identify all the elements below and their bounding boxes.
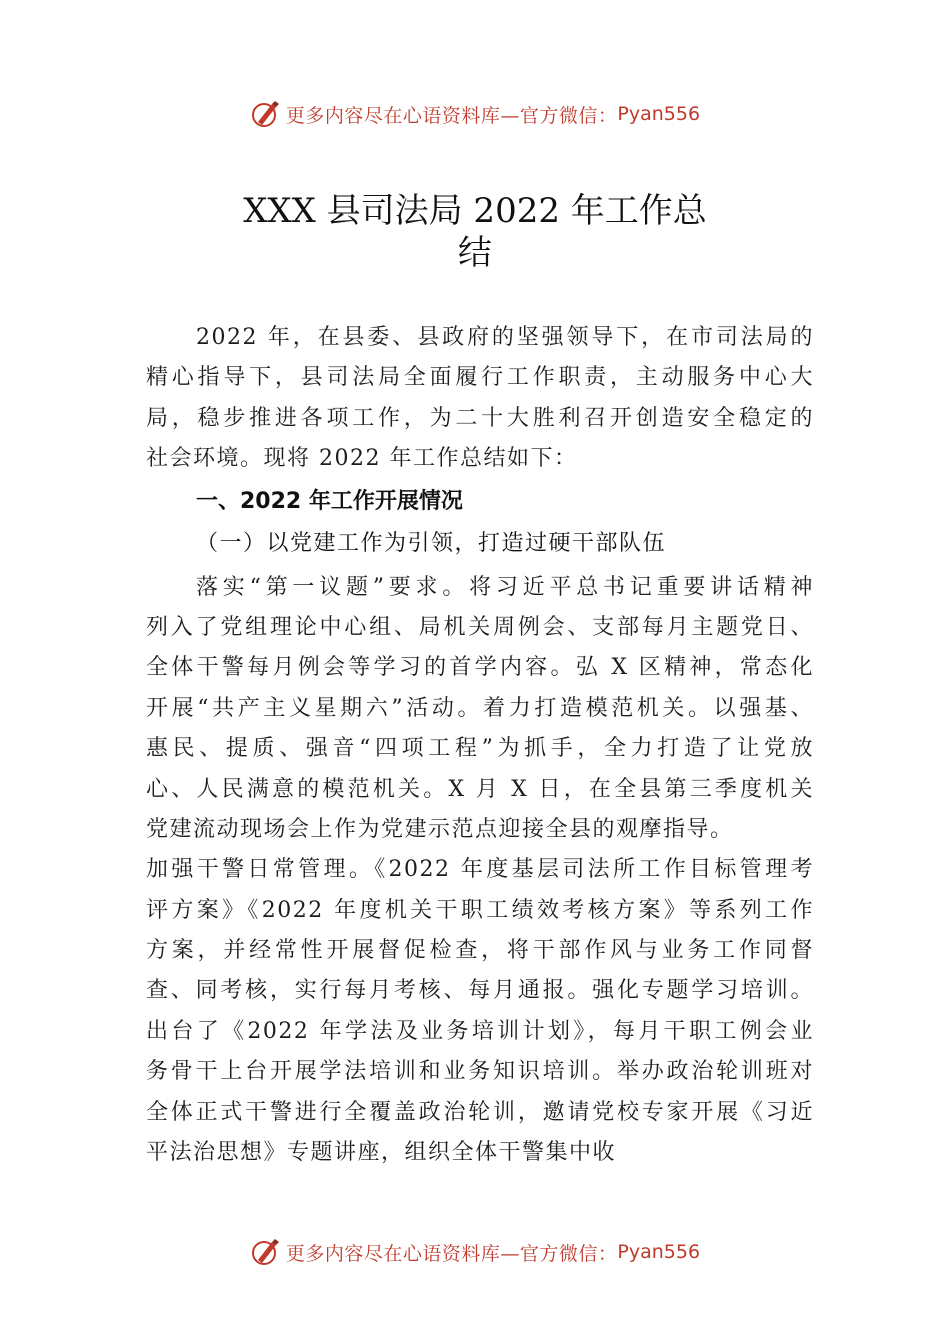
text-line: 加强干警日常管理。《2022 年度基层司法所工作目标管理考 [146,857,814,883]
text-line: 社会环境。现将 2022 年工作总结如下： [146,446,578,472]
text-line: 局，稳步推进各项工作，为二十大胜利召开创造安全稳定的 [146,405,814,431]
banner-text: 更多内容尽在心语资料库—官方微信： [285,1242,618,1265]
footer-banner [0,1232,950,1272]
text-line: 惠民、提质、强音“四项工程”为抓手，全力打造了让党放 [146,736,814,762]
banner-wechat-id: Pyan556 [617,103,701,125]
subsection-heading: （一）以党建工作为引领，打造过硬干部队伍 [196,530,667,556]
title-line-1: XXX 县司法局 2022 年工作总 [243,191,707,231]
text-line: 全体干警每月例会等学习的首学内容。弘 X 区精神，常态化 [146,655,814,681]
text-line: 2022 年，在县委、县政府的坚强领导下，在市司法局的 [196,325,814,350]
text-line: 出台了《2022 年学法及业务培训计划》，每月干职工例会业 [146,1018,814,1044]
text-line: 开展“共产主义星期六”活动。着力打造模范机关。以强基、 [146,695,814,721]
document-title [0,190,950,274]
text-line: 列入了党组理论中心组、局机关周例会、支部每月主题党日、 [146,614,814,640]
section-heading: 一、2022 年工作开展情况 [196,488,463,514]
text-line: 平法治思想》专题讲座，组织全体干警集中收 [146,1140,617,1166]
text-line: 落实“第一议题”要求。将习近平总书记重要讲话精神 [196,574,814,600]
banner-wechat-id: Pyan556 [617,1241,701,1263]
intro-paragraph [146,318,814,480]
pen-logo-icon [250,98,282,130]
text-line: 评方案》《2022 年度机关干职工绩效考核方案》等系列工作 [146,897,814,923]
header-banner [0,94,950,134]
body-paragraph [146,568,814,1174]
title-line-2: 结 [458,233,492,273]
banner-text: 更多内容尽在心语资料库—官方微信： [285,104,618,127]
text-line: 心、人民满意的模范机关。X 月 X 日，在全县第三季度机关 [146,776,814,802]
text-line: 查、同考核，实行每月考核、每月通报。强化专题学习培训。 [146,978,814,1004]
text-line: 精心指导下，县司法局全面履行工作职责，主动服务中心大 [146,365,814,391]
pen-logo-icon [250,1236,282,1268]
text-line: 务骨干上台开展学法培训和业务知识培训。举办政治轮训班对 [146,1059,814,1085]
document-body [146,318,814,1173]
text-line: 全体正式干警进行全覆盖政治轮训，邀请党校专家开展《习近 [146,1099,814,1125]
text-line: 党建流动现场会上作为党建示范点迎接全县的观摩指导。 [146,816,734,842]
text-line: 方案，并经常性开展督促检查，将干部作风与业务工作同督 [146,938,814,964]
